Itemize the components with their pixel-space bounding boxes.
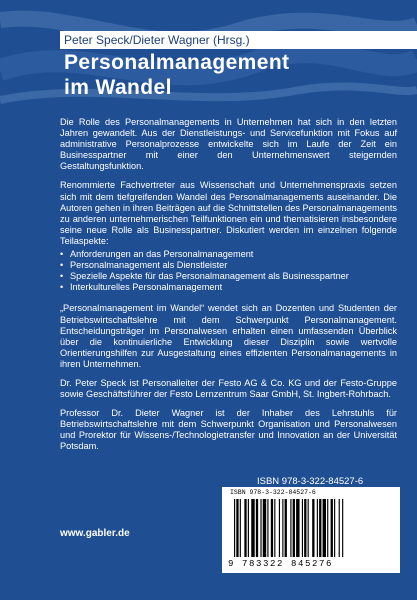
barcode-bar xyxy=(319,499,321,557)
barcode-bar xyxy=(327,499,328,557)
barcode-bar xyxy=(293,499,295,557)
barcode-bar xyxy=(240,499,241,557)
blurb-text xyxy=(60,117,397,461)
editors-label: Peter Speck/Dieter Wagner (Hrsg.) xyxy=(64,33,250,47)
barcode-bar xyxy=(271,499,273,557)
barcode-bar xyxy=(282,499,283,557)
bullet-icon: • xyxy=(60,260,64,271)
barcode-bar xyxy=(256,499,258,557)
barcode-bar xyxy=(317,499,318,557)
topic-item: • Spezielle Aspekte für das Personalmanagement als Businesspartner xyxy=(60,271,349,282)
paragraph-authors: Renommierte Fachvertreter aus Wissenschaft und Unternehmenspraxis setzen sich mit dem tiefgreifenden Wandel des Personalmanagements auseinander. Die Autoren gehen in ihren Beiträgen auf die Schnittstellen des Personalmanagements zu anderen unternehmerischen Teilfunktionen ein und thematisieren insbesondere seine neue Rolle als Businesspartner. Diskutiert werden im einzelnen folgende Teilaspekte: xyxy=(60,180,397,246)
barcode-bar xyxy=(312,499,314,557)
barcode-bar xyxy=(334,499,335,557)
barcode-bar xyxy=(290,499,291,557)
barcode-bar xyxy=(304,499,306,557)
barcode-bar xyxy=(244,499,246,557)
barcode-bar xyxy=(342,499,343,557)
barcode-bar xyxy=(331,499,333,557)
paragraph-speck-bio: Dr. Peter Speck ist Personalleiter der Festo AG & Co. KG und der Festo-Gruppe sowie Geschäftsführer der Festo Lernzentrum Saar GmbH, St. Ingbert-Rohrbach. xyxy=(60,377,397,400)
barcode xyxy=(222,487,400,573)
bullet-icon: • xyxy=(60,271,64,282)
bullet-icon: • xyxy=(60,282,64,293)
barcode-bar xyxy=(279,499,280,557)
barcode-bar xyxy=(274,499,275,557)
barcode-bar xyxy=(308,499,309,557)
barcode-bar xyxy=(296,499,299,557)
book-title-line-2: im Wandel xyxy=(64,76,172,99)
book-title-line-1: Personalmanagement xyxy=(64,51,290,74)
barcode-bar xyxy=(339,499,340,557)
barcode-bar xyxy=(234,499,235,557)
bullet-icon: • xyxy=(60,249,64,260)
barcode-bar xyxy=(323,499,326,557)
barcode-isbn-text: ISBN 978-3-322-84527-6 xyxy=(230,489,316,496)
isbn-label: ISBN 978-3-322-84527-6 xyxy=(257,476,364,487)
paragraph-wagner-bio: Professor Dr. Dieter Wagner ist der Inhaber des Lehrstuhls für Betriebswirtschaftslehre mit dem Schwerpunkt Organisation und Personalwesen und Prorektor für Wissens-/Technologietransfer und Innovation an der Universität Potsdam. xyxy=(60,408,397,452)
barcode-bar xyxy=(260,499,261,557)
topic-item: • Interkulturelles Personalmanagement xyxy=(60,282,223,293)
topic-list xyxy=(60,249,397,293)
barcode-bars xyxy=(232,499,392,557)
topic-item: • Personalmanagement als Dienstleister xyxy=(60,260,228,271)
barcode-bar xyxy=(302,499,303,557)
barcode-digits: 9 783322 845276 xyxy=(228,559,334,569)
paragraph-intro: Die Rolle des Personalmanagements in Unternehmen hat sich in den letzten Jahren gewandelt. Aus der Dienstleistungs- und Servicefunktion mit Fokus auf administrative Personalprozesse entwickelte sich im Laufe der Zeit ein Businesspartner mit einer den Unternehmenswert steigernden Gestaltungsfunktion. xyxy=(60,117,397,172)
barcode-bar xyxy=(251,499,254,557)
barcode-bar xyxy=(248,499,249,557)
publisher-website: www.gabler.de xyxy=(60,528,130,539)
barcode-bar xyxy=(285,499,287,557)
barcode-bar xyxy=(263,499,266,557)
barcode-bar xyxy=(267,499,268,557)
barcode-bar xyxy=(236,499,238,557)
paragraph-audience: „Personalmanagement im Wandel“ wendet sich an Dozenten und Studenten der Betriebswirtschaftslehre mit dem Schwerpunkt Personalmanagement. Entscheidungsträger im Personalwesen erhalten einen umfassenden Überblick über die kontinuierliche Entwicklung dieser Disziplin sowie wertvolle Orientierungshilfen zur Ausgestaltung eines effizienten Personalmanagements in ihren Unternehmen. xyxy=(60,303,397,369)
topic-item: • Anforderungen an das Personalmanagement xyxy=(60,249,254,260)
book-title xyxy=(64,50,404,100)
